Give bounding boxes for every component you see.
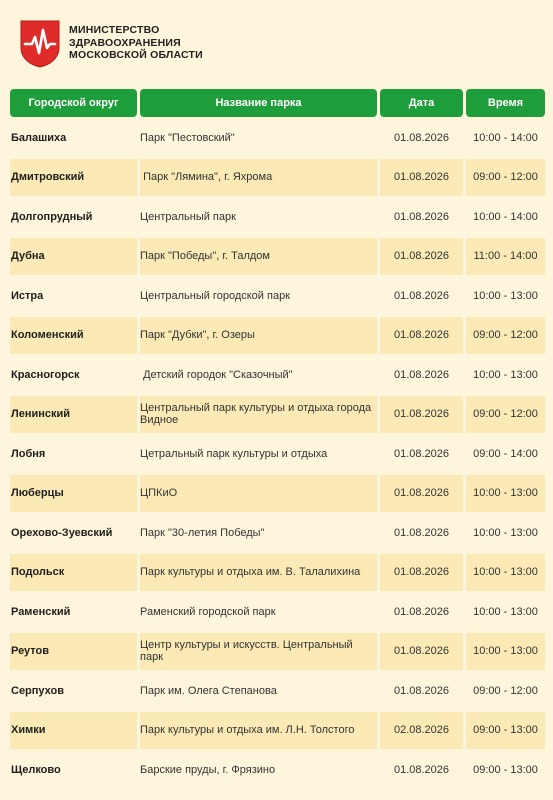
park-cell	[140, 198, 377, 236]
park-cell-text: Центр культуры и искусств. Центральный парк	[140, 638, 356, 664]
time-cell	[466, 119, 545, 157]
district-cell-text: Химки	[11, 724, 46, 736]
time-cell	[466, 475, 545, 513]
park-cell-text: Парк "Дубки", г. Озеры	[140, 329, 255, 341]
table-row	[0, 712, 553, 750]
district-cell-text: Реутов	[11, 645, 50, 657]
park-cell	[140, 317, 377, 355]
district-cell-text: Коломенский	[11, 329, 84, 341]
table-body	[0, 119, 553, 791]
park-cell	[140, 554, 377, 592]
table-row	[0, 159, 553, 197]
time-cell-text: 10:00 - 13:00	[473, 566, 538, 578]
time-cell-text: 09:00 - 14:00	[473, 447, 538, 460]
park-cell-text: Центральный городской парк	[140, 289, 290, 302]
district-cell	[10, 396, 137, 434]
park-cell-text: ЦПКиО	[140, 487, 178, 499]
table-row	[0, 593, 553, 631]
district-cell	[10, 198, 137, 236]
district-cell	[10, 277, 137, 315]
date-cell-text: 01.08.2026	[393, 684, 450, 697]
time-cell-text: 11:00 - 14:00	[473, 250, 538, 262]
time-cell	[466, 633, 545, 671]
table-row	[0, 119, 553, 157]
park-cell-text: Детский городок "Сказочный"	[140, 368, 293, 381]
park-cell-text: Парк "Пестовский"	[140, 131, 235, 144]
time-cell-text: 09:00 - 12:00	[473, 329, 538, 341]
district-cell	[10, 238, 137, 276]
district-cell	[10, 435, 137, 473]
date-cell	[380, 554, 463, 592]
date-cell-text: 01.08.2026	[393, 329, 450, 341]
district-cell-text: Люберцы	[11, 487, 64, 499]
time-cell	[466, 435, 545, 473]
district-cell	[10, 712, 137, 750]
date-cell-text: 01.08.2026	[393, 566, 450, 578]
park-cell	[140, 356, 377, 394]
park-cell	[140, 672, 377, 710]
date-cell-text: 01.08.2026	[393, 289, 450, 302]
park-cell-text: Барские пруды, г. Фрязино	[140, 763, 276, 776]
park-cell-text: Центральный парк культуры и отдыха города Видное	[140, 401, 375, 427]
time-cell	[466, 514, 545, 552]
date-cell-text: 01.08.2026	[393, 447, 450, 460]
table-row	[0, 198, 553, 236]
time-cell	[466, 356, 545, 394]
date-cell-text: 01.08.2026	[393, 526, 450, 539]
district-cell	[10, 159, 137, 197]
park-cell-text: Цетральный парк культуры и отдыха	[140, 447, 328, 460]
time-cell-text: 10:00 - 13:00	[473, 289, 538, 302]
column-header-time: Время	[466, 89, 545, 117]
table-row	[0, 554, 553, 592]
date-cell	[380, 119, 463, 157]
park-cell-text: Парк "Лямина", г. Яхрома	[140, 171, 273, 183]
date-cell	[380, 159, 463, 197]
time-cell-text: 09:00 - 13:00	[473, 763, 538, 776]
district-cell	[10, 751, 137, 789]
date-cell-text: 01.08.2026	[393, 131, 450, 144]
time-cell-text: 09:00 - 12:00	[473, 171, 538, 183]
column-header-park: Название парка	[140, 89, 377, 117]
district-cell	[10, 317, 137, 355]
date-cell	[380, 396, 463, 434]
time-cell-text: 10:00 - 14:00	[473, 131, 538, 144]
table-row	[0, 672, 553, 710]
park-cell	[140, 593, 377, 631]
park-cell	[140, 435, 377, 473]
ministry-name	[69, 24, 203, 62]
time-cell	[466, 593, 545, 631]
date-cell-text: 01.08.2026	[393, 210, 450, 223]
park-cell	[140, 712, 377, 750]
park-cell-text: Парк "30-летия Победы"	[140, 526, 265, 539]
district-cell-text: Дубна	[11, 250, 45, 262]
time-cell-text: 10:00 - 14:00	[473, 210, 538, 223]
park-cell	[140, 238, 377, 276]
ministry-header	[18, 18, 203, 68]
district-cell	[10, 514, 137, 552]
time-cell-text: 09:00 - 12:00	[473, 408, 538, 420]
table-row	[0, 751, 553, 789]
district-cell-text: Истра	[11, 289, 44, 302]
table-header	[0, 89, 553, 117]
date-cell	[380, 475, 463, 513]
date-cell	[380, 238, 463, 276]
district-cell-text: Орехово-Зуевский	[11, 526, 113, 539]
time-cell	[466, 396, 545, 434]
time-cell-text: 10:00 - 13:00	[473, 368, 538, 381]
time-cell-text: 09:00 - 13:00	[473, 724, 538, 736]
column-header-date: Дата	[380, 89, 463, 117]
district-cell-text: Балашиха	[11, 131, 67, 144]
park-cell-text: Центральный парк	[140, 210, 236, 223]
date-cell-text: 01.08.2026	[393, 171, 450, 183]
time-cell	[466, 712, 545, 750]
time-cell-text: 10:00 - 13:00	[473, 605, 538, 618]
time-cell	[466, 238, 545, 276]
park-cell	[140, 396, 377, 434]
park-cell	[140, 277, 377, 315]
table-row	[0, 475, 553, 513]
time-cell	[466, 751, 545, 789]
district-cell	[10, 554, 137, 592]
table-row	[0, 277, 553, 315]
time-cell-text: 09:00 - 12:00	[473, 684, 538, 697]
time-cell	[466, 159, 545, 197]
date-cell	[380, 633, 463, 671]
column-header-district: Городской округ	[10, 89, 137, 117]
district-cell	[10, 672, 137, 710]
park-cell	[140, 475, 377, 513]
table-row	[0, 356, 553, 394]
district-cell-text: Лобня	[11, 447, 46, 460]
park-cell	[140, 119, 377, 157]
table-row	[0, 435, 553, 473]
date-cell	[380, 514, 463, 552]
date-cell-text: 01.08.2026	[393, 368, 450, 381]
district-cell-text: Серпухов	[11, 684, 65, 697]
date-cell	[380, 317, 463, 355]
date-cell-text: 01.08.2026	[393, 605, 450, 618]
date-cell-text: 01.08.2026	[393, 487, 450, 499]
park-cell	[140, 633, 377, 671]
date-cell-text: 02.08.2026	[393, 724, 450, 736]
park-cell-text: Парк "Победы", г. Талдом	[140, 250, 270, 262]
date-cell	[380, 198, 463, 236]
district-cell-text: Подольск	[11, 566, 65, 578]
time-cell	[466, 317, 545, 355]
table-row	[0, 396, 553, 434]
date-cell	[380, 672, 463, 710]
date-cell-text: 01.08.2026	[393, 645, 450, 657]
park-cell	[140, 159, 377, 197]
time-cell	[466, 554, 545, 592]
park-cell-text: Парк культуры и отдыха им. Л.Н. Толстого	[140, 724, 355, 736]
date-cell	[380, 356, 463, 394]
time-cell	[466, 277, 545, 315]
date-cell-text: 01.08.2026	[393, 408, 450, 420]
district-cell	[10, 356, 137, 394]
time-cell	[466, 198, 545, 236]
time-cell-text: 10:00 - 13:00	[473, 487, 538, 499]
table-row	[0, 238, 553, 276]
district-cell	[10, 633, 137, 671]
table-row	[0, 633, 553, 671]
park-cell-text: Парк культуры и отдыха им. В. Талалихина	[140, 566, 361, 578]
date-cell-text: 01.08.2026	[393, 763, 450, 776]
ministry-line-2: ЗДРАВООХРАНЕНИЯ	[69, 36, 181, 49]
district-cell-text: Долгопрудный	[11, 210, 93, 223]
date-cell	[380, 435, 463, 473]
park-cell	[140, 751, 377, 789]
park-cell-text: Раменский городской парк	[140, 605, 276, 618]
district-cell-text: Дмитровский	[11, 171, 85, 183]
date-cell	[380, 712, 463, 750]
date-cell	[380, 277, 463, 315]
time-cell	[466, 672, 545, 710]
date-cell	[380, 593, 463, 631]
district-cell	[10, 593, 137, 631]
heartbeat-shield-icon	[18, 18, 62, 68]
district-cell-text: Раменский	[11, 605, 71, 618]
time-cell-text: 10:00 - 13:00	[473, 526, 538, 539]
table-row	[0, 514, 553, 552]
time-cell-text: 10:00 - 13:00	[473, 645, 538, 657]
park-cell	[140, 514, 377, 552]
district-cell	[10, 119, 137, 157]
ministry-line-3: МОСКОВСКОЙ ОБЛАСТИ	[69, 49, 203, 62]
date-cell-text: 01.08.2026	[393, 250, 450, 262]
district-cell-text: Ленинский	[11, 408, 71, 420]
district-cell-text: Щелково	[11, 763, 61, 776]
district-cell	[10, 475, 137, 513]
district-cell-text: Красногорск	[11, 368, 80, 381]
table-row	[0, 317, 553, 355]
park-cell-text: Парк им. Олега Степанова	[140, 684, 277, 697]
ministry-line-1: МИНИСТЕРСТВО	[69, 24, 160, 37]
date-cell	[380, 751, 463, 789]
